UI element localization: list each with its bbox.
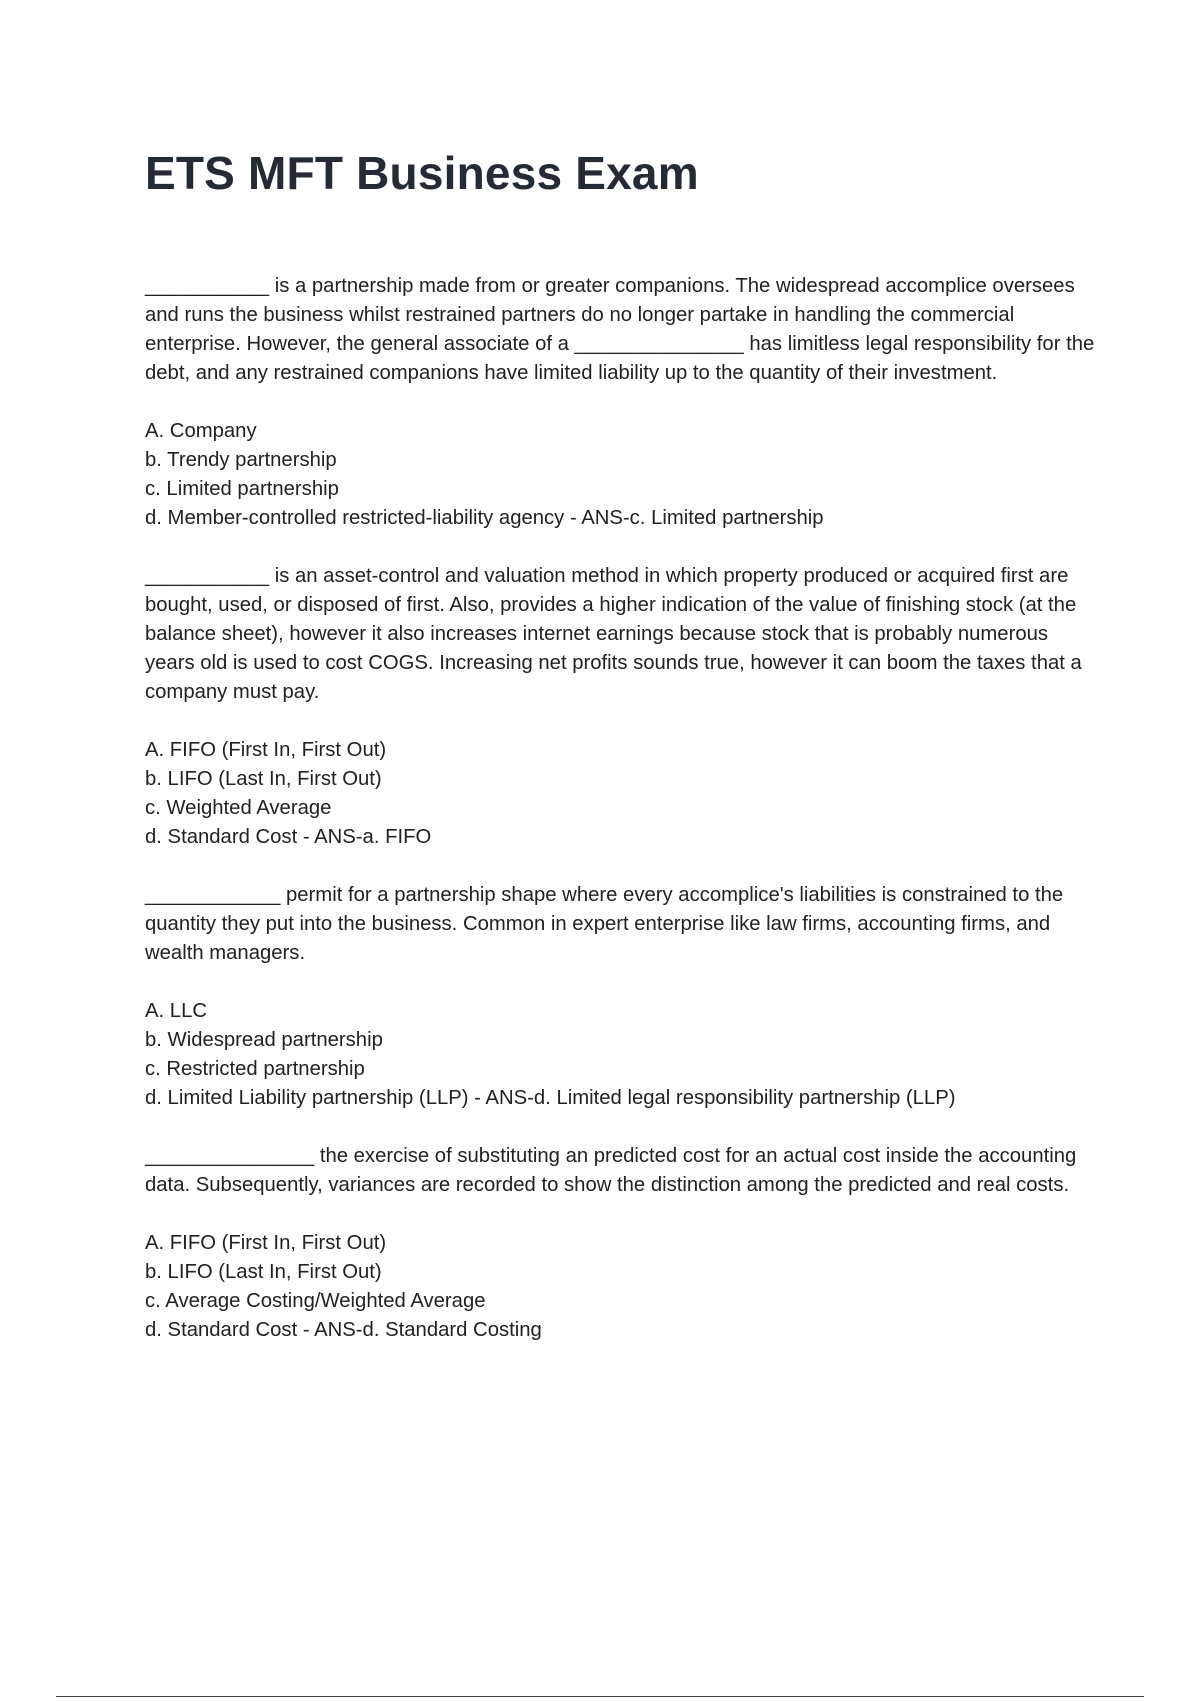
question-3 — [145, 881, 1095, 1113]
answer-option-d: d. Standard Cost - ANS-d. Standard Costing — [145, 1319, 542, 1341]
answer-options — [145, 997, 1095, 1113]
answer-options — [145, 736, 1095, 852]
answer-option-d: d. Limited Liability partnership (LLP) - ANS-d. Limited legal responsibility partnership (LLP) — [145, 1087, 956, 1109]
question-1 — [145, 272, 1095, 533]
question-text: ___________ is a partnership made from or greater companions. The widespread accomplice oversees and runs the business whilst restrained partners do no longer partake in handling the commercial enterprise. However, the general associate of a _______________ has limitless legal responsibility for the debt, and any restrained companions have limited liability up to the quantity of their investment. — [145, 275, 1095, 384]
answer-option-a: A. LLC — [145, 1000, 208, 1022]
answer-option-c: c. Weighted Average — [145, 797, 332, 819]
question-4 — [145, 1142, 1095, 1345]
question-2 — [145, 562, 1095, 852]
question-text: _______________ the exercise of substituting an predicted cost for an actual cost inside the accounting data. Subsequently, variances are recorded to show the distinction among the predicted and real costs. — [145, 1145, 1077, 1196]
answer-options — [145, 1229, 1095, 1345]
answer-option-b: b. Trendy partnership — [145, 449, 337, 471]
answer-options — [145, 417, 1095, 533]
answer-option-d: d. Member-controlled restricted-liability agency - ANS-c. Limited partnership — [145, 507, 824, 529]
footer-divider — [56, 1696, 1144, 1697]
answer-option-b: b. LIFO (Last In, First Out) — [145, 768, 382, 790]
question-text: ____________ permit for a partnership shape where every accomplice's liabilities is constrained to the quantity they put into the business. Common in expert enterprise like law firms, accounting firms, and wealth managers. — [145, 884, 1064, 964]
question-text: ___________ is an asset-control and valuation method in which property produced or acquired first are bought, used, or disposed of first. Also, provides a higher indication of the value of finishing stock (at the balance sheet), however it also increases internet earnings because stock that is probably numerous years old is used to cost COGS. Increasing net profits sounds true, however it can boom the taxes that a company must pay. — [145, 565, 1082, 703]
answer-option-a: A. FIFO (First In, First Out) — [145, 1232, 387, 1254]
question-list — [145, 272, 1095, 1374]
answer-option-b: b. LIFO (Last In, First Out) — [145, 1261, 382, 1283]
answer-option-d: d. Standard Cost - ANS-a. FIFO — [145, 826, 432, 848]
answer-option-c: c. Average Costing/Weighted Average — [145, 1290, 486, 1312]
answer-option-b: b. Widespread partnership — [145, 1029, 383, 1051]
answer-option-a: A. FIFO (First In, First Out) — [145, 739, 387, 761]
answer-option-a: A. Company — [145, 420, 257, 442]
document-title: ETS MFT Business Exam — [145, 147, 699, 199]
answer-option-c: c. Limited partnership — [145, 478, 339, 500]
answer-option-c: c. Restricted partnership — [145, 1058, 365, 1080]
